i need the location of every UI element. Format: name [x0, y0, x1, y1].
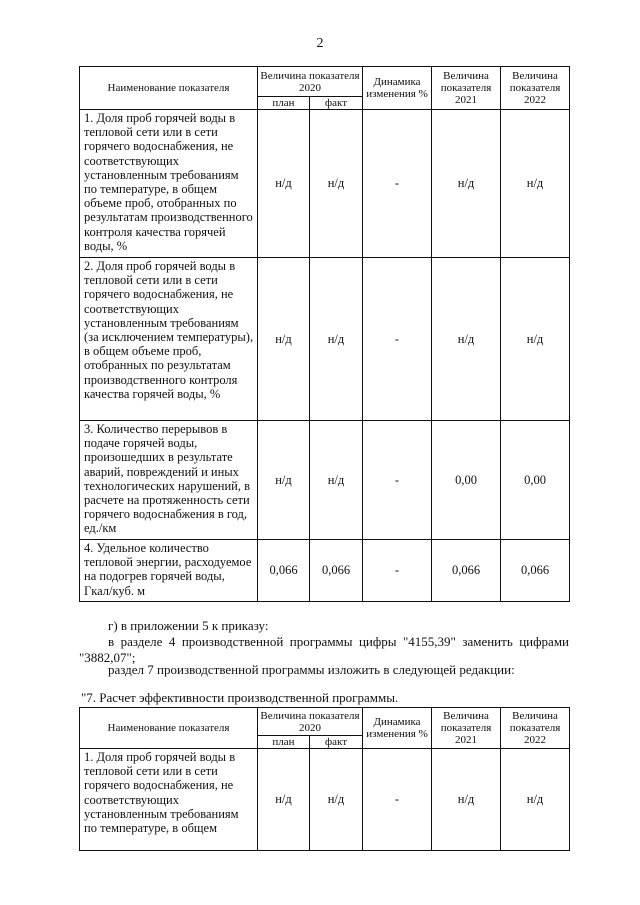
value-2021: 0,00 — [432, 421, 501, 540]
table-row — [80, 749, 570, 851]
table-row — [80, 540, 570, 602]
value-2021: н/д — [432, 258, 501, 421]
value-plan: н/д — [258, 749, 310, 851]
value-dynamics: - — [363, 540, 432, 602]
value-fact: н/д — [310, 749, 363, 851]
indicators-table-1 — [79, 66, 570, 602]
header-fact: факт — [310, 97, 363, 110]
value-dynamics: - — [363, 258, 432, 421]
value-dynamics: - — [363, 749, 432, 851]
indicator-name: 1. Доля проб горячей воды в тепловой сети или в сети горячего водоснабжения, не соответствующих установленным требованиям по температуре, в общем — [80, 749, 258, 851]
table-row — [80, 258, 570, 421]
value-fact: н/д — [310, 258, 363, 421]
value-dynamics: - — [363, 110, 432, 258]
value-fact: н/д — [310, 110, 363, 258]
value-plan: н/д — [258, 421, 310, 540]
header-dynamics: Динамика изменения % — [363, 708, 432, 749]
indicator-name: 4. Удельное количество тепловой энергии, расходуемое на подогрев горячей воды, Гкал/куб. м — [80, 540, 258, 602]
paragraph-section-7: раздел 7 производственной программы изложить в следующей редакции: — [108, 662, 515, 677]
header-value-2022: Величина показателя 2022 — [501, 67, 570, 110]
header-fact: факт — [310, 736, 363, 749]
header-value-2021: Величина показателя 2021 — [432, 708, 501, 749]
value-plan: н/д — [258, 258, 310, 421]
indicator-name: 2. Доля проб горячей воды в тепловой сети или в сети горячего водоснабжения, не соответствующих установленным требованиям (за исключением температуры), в общем объеме проб, отобранных по результатам производственного контроля качества горячей воды, % — [80, 258, 258, 421]
indicator-name: 1. Доля проб горячей воды в тепловой сети или в сети горячего водоснабжения, не соответствующих установленным требованиям по температуре, в общем объеме проб, отобранных по результатам производственного контроля качества горячей воды, % — [80, 110, 258, 258]
value-2022: 0,00 — [501, 421, 570, 540]
value-plan: н/д — [258, 110, 310, 258]
value-2022: 0,066 — [501, 540, 570, 602]
header-plan: план — [258, 97, 310, 110]
header-name-column: Наименование показателя — [80, 708, 258, 749]
value-fact: 0,066 — [310, 540, 363, 602]
page-number: 2 — [316, 36, 324, 51]
table-row — [80, 421, 570, 540]
indicators-table-2 — [79, 707, 570, 851]
header-value-2021: Величина показателя 2021 — [432, 67, 501, 110]
value-2022: н/д — [501, 749, 570, 851]
value-2022: н/д — [501, 258, 570, 421]
value-2021: н/д — [432, 110, 501, 258]
value-2021: 0,066 — [432, 540, 501, 602]
paragraph-section-4: в разделе 4 производственной программы цифры "4155,39" заменить цифрами "3882,07"; — [79, 634, 569, 665]
value-2021: н/д — [432, 749, 501, 851]
value-2022: н/д — [501, 110, 570, 258]
header-dynamics: Динамика изменения % — [363, 67, 432, 110]
header-plan: план — [258, 736, 310, 749]
value-dynamics: - — [363, 421, 432, 540]
table-row — [80, 110, 570, 258]
paragraph-appendix-5: г) в приложении 5 к приказу: — [108, 618, 269, 633]
indicator-name: 3. Количество перерывов в подаче горячей воды, произошедших в результате аварий, повреждений и иных технологических нарушений, в расчете на протяженность сети горячего водоснабжения в год, ед./км — [80, 421, 258, 540]
header-value-2020: Величина показателя 2020 — [258, 67, 363, 97]
header-value-2022: Величина показателя 2022 — [501, 708, 570, 749]
header-name-column: Наименование показателя — [80, 67, 258, 110]
header-value-2020: Величина показателя 2020 — [258, 708, 363, 736]
value-plan: 0,066 — [258, 540, 310, 602]
section-7-heading: "7. Расчет эффективности производственной программы. — [81, 690, 399, 705]
value-fact: н/д — [310, 421, 363, 540]
